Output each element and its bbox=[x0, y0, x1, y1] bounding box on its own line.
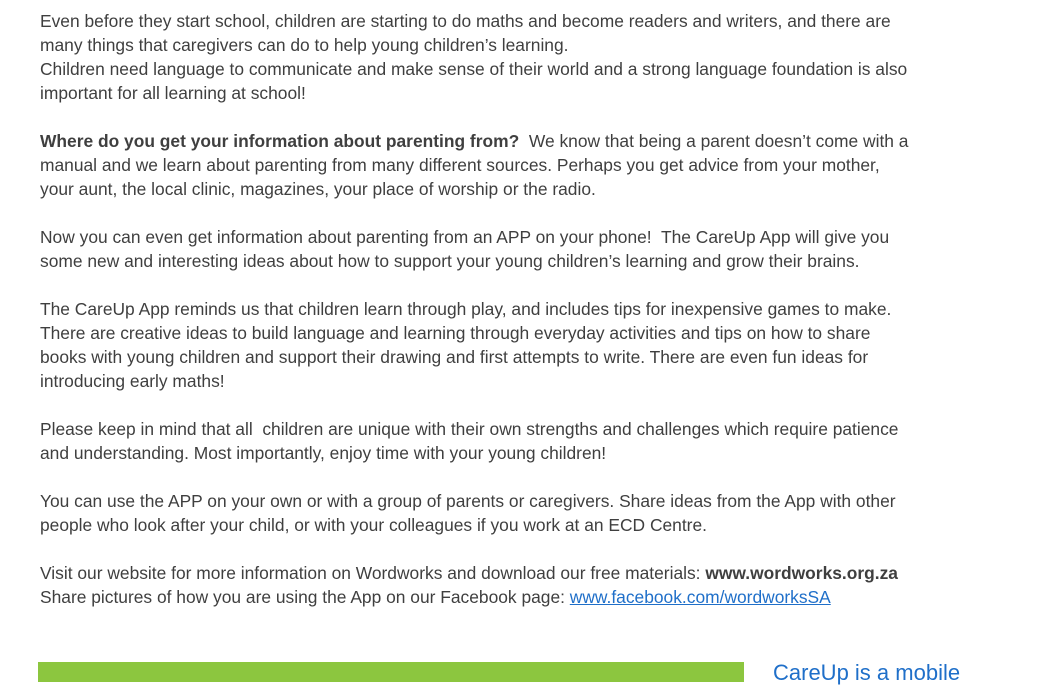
text-line: important for all learning at school! bbox=[40, 83, 306, 103]
green-banner bbox=[38, 662, 744, 682]
text-line bbox=[40, 561, 1030, 585]
text-fragment: Visit our website for more information on Wordworks and download our free materials: bbox=[40, 563, 706, 583]
text-line: Please keep in mind that all children are unique with their own strengths and challenges which require patience bbox=[40, 419, 899, 439]
links-paragraph bbox=[40, 561, 1030, 609]
text-line: introducing early maths! bbox=[40, 371, 225, 391]
text-line: Now you can even get information about parenting from an APP on your phone! The CareUp App will give you bbox=[40, 227, 890, 247]
text-line: The CareUp App reminds us that children learn through play, and includes tips for inexpensive games to make. bbox=[40, 299, 892, 319]
unique-children-paragraph bbox=[40, 417, 1030, 465]
text-fragment: We know that being a parent doesn’t come with a bbox=[519, 131, 909, 151]
document-body bbox=[40, 9, 1030, 633]
play-paragraph bbox=[40, 297, 1030, 393]
usage-paragraph bbox=[40, 489, 1030, 537]
text-fragment: Share pictures of how you are using the App on our Facebook page: bbox=[40, 587, 570, 607]
text-line: and understanding. Most importantly, enjoy time with your young children! bbox=[40, 443, 607, 463]
website-url: www.wordworks.org.za bbox=[705, 563, 898, 583]
information-paragraph bbox=[40, 129, 1030, 201]
text-line: Even before they start school, children are starting to do maths and become readers and writers, and there are bbox=[40, 11, 891, 31]
text-line bbox=[40, 129, 1030, 153]
text-line: your aunt, the local clinic, magazines, your place of worship or the radio. bbox=[40, 179, 596, 199]
text-line: people who look after your child, or with your colleagues if you work at an ECD Centre. bbox=[40, 515, 707, 535]
language-paragraph bbox=[40, 57, 1030, 105]
text-line: many things that caregivers can do to help young children’s learning. bbox=[40, 35, 569, 55]
text-line: some new and interesting ideas about how to support your young children’s learning and grow their brains. bbox=[40, 251, 860, 271]
text-line bbox=[40, 585, 1030, 609]
text-line: There are creative ideas to build language and learning through everyday activities and tips on how to share bbox=[40, 323, 871, 343]
text-line: Children need language to communicate and make sense of their world and a strong language foundation is also bbox=[40, 59, 908, 79]
text-line: books with young children and support their drawing and first attempts to write. There are even fun ideas for bbox=[40, 347, 869, 367]
text-line: manual and we learn about parenting from many different sources. Perhaps you get advice from your mother, bbox=[40, 155, 880, 175]
app-intro-paragraph bbox=[40, 225, 1030, 273]
careup-heading: CareUp is a mobile bbox=[773, 660, 961, 685]
bold-question: Where do you get your information about parenting from? bbox=[40, 131, 520, 151]
intro-paragraph bbox=[40, 9, 1030, 57]
facebook-link[interactable]: www.facebook.com/wordworksSA bbox=[569, 587, 831, 607]
text-line: You can use the APP on your own or with a group of parents or caregivers. Share ideas from the App with other bbox=[40, 491, 896, 511]
